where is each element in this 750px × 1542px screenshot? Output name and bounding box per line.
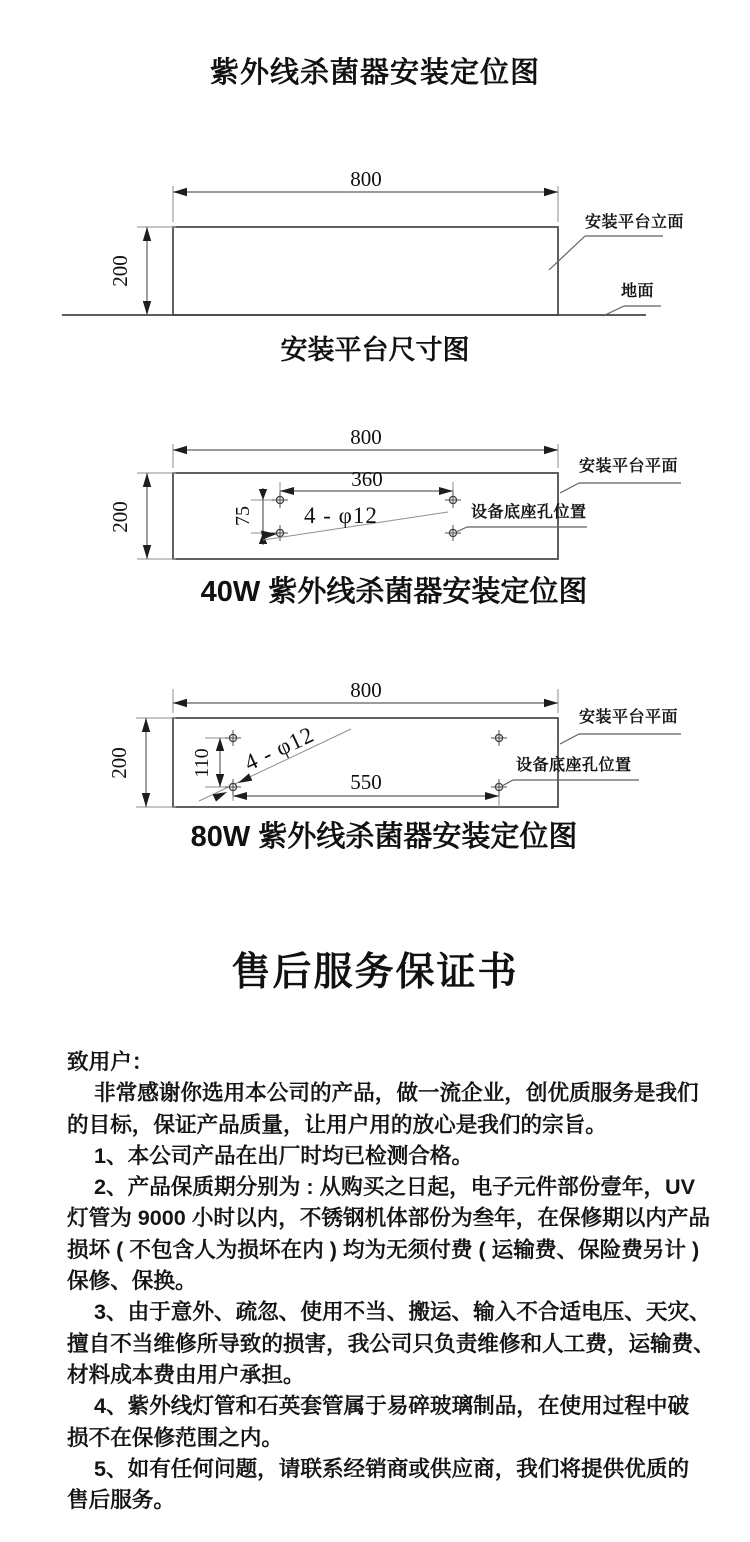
body-line: 灯管为 9000 小时以内，不锈钢机体部份为叁年，在保修期以内产品 bbox=[67, 1205, 711, 1231]
80w-diagram-caption: 80W 紫外线杀菌器安装定位图 bbox=[190, 821, 578, 853]
platform-diagram-caption: 安装平台尺寸图 bbox=[280, 335, 470, 365]
body-line: 损坏 ( 不包含人为损坏在内 ) 均为无须付费 ( 运输费、保险费另计 ) bbox=[67, 1236, 700, 1262]
platform-surface-label: 安装平台平面 bbox=[579, 458, 679, 475]
body-line: 非常感谢你选用本公司的产品，做一流企业，创优质服务是我们 bbox=[94, 1080, 699, 1106]
ground-label: 地面 bbox=[621, 283, 655, 300]
body-line: 擅自不当维修所导致的损害，我公司只负责维修和人工费，运输费、 bbox=[67, 1330, 715, 1356]
body-line: 售后服务。 bbox=[67, 1487, 175, 1513]
height-dimension: 200 bbox=[108, 501, 132, 533]
body-line: 4、紫外线灯管和石英套管属于易碎玻璃制品，在使用过程中破 bbox=[94, 1393, 690, 1419]
width-dimension: 800 bbox=[350, 425, 382, 449]
base-holes-label: 设备底座孔位置 bbox=[471, 504, 587, 521]
40w-plan-diagram bbox=[0, 420, 750, 570]
body-line: 保修、保换。 bbox=[67, 1268, 197, 1294]
body-line: 1、本公司产品在出厂时均已检测合格。 bbox=[94, 1142, 474, 1168]
page-title: 紫外线杀菌器安装定位图 bbox=[209, 57, 540, 89]
hole-spec-label: 4 - φ12 bbox=[240, 721, 319, 776]
hole-spec-label: 4 - φ12 bbox=[304, 503, 378, 528]
hole-offset-dimension: 75 bbox=[232, 506, 254, 526]
body-line: 3、由于意外、疏忽、使用不当、搬运、输入不合适电压、天灾、 bbox=[94, 1299, 711, 1325]
40w-diagram-caption: 40W 紫外线杀菌器安装定位图 bbox=[200, 576, 588, 608]
body-line: 损不在保修范围之内。 bbox=[67, 1424, 283, 1450]
body-line: 材料成本费由用户承担。 bbox=[67, 1361, 305, 1387]
body-line: 致用户： bbox=[67, 1049, 154, 1074]
platform-surface-label: 安装平台平面 bbox=[579, 709, 679, 726]
height-dimension: 200 bbox=[108, 255, 132, 287]
hole-span-dimension: 550 bbox=[350, 770, 382, 794]
platform-elevation-label: 安装平台立面 bbox=[585, 214, 685, 231]
width-dimension: 800 bbox=[350, 678, 382, 702]
base-holes-label: 设备底座孔位置 bbox=[516, 757, 632, 774]
service-body bbox=[67, 1046, 733, 1515]
body-line: 2、产品保质期分别为 : 从购买之日起，电子元件部份壹年，UV bbox=[94, 1174, 696, 1200]
height-dimension: 200 bbox=[107, 747, 131, 779]
body-line: 的目标，保证产品质量，让用户用的放心是我们的宗旨。 bbox=[67, 1111, 607, 1137]
service-guarantee-title: 售后服务保证书 bbox=[231, 951, 519, 994]
hole-span-dimension: 360 bbox=[351, 467, 383, 491]
width-dimension: 800 bbox=[350, 167, 382, 191]
body-line: 5、如有任何问题，请联系经销商或供应商，我们将提供优质的 bbox=[94, 1455, 690, 1481]
platform-elevation-diagram bbox=[0, 150, 750, 330]
hole-offset-dimension: 110 bbox=[191, 748, 213, 778]
80w-plan-diagram bbox=[0, 670, 750, 820]
